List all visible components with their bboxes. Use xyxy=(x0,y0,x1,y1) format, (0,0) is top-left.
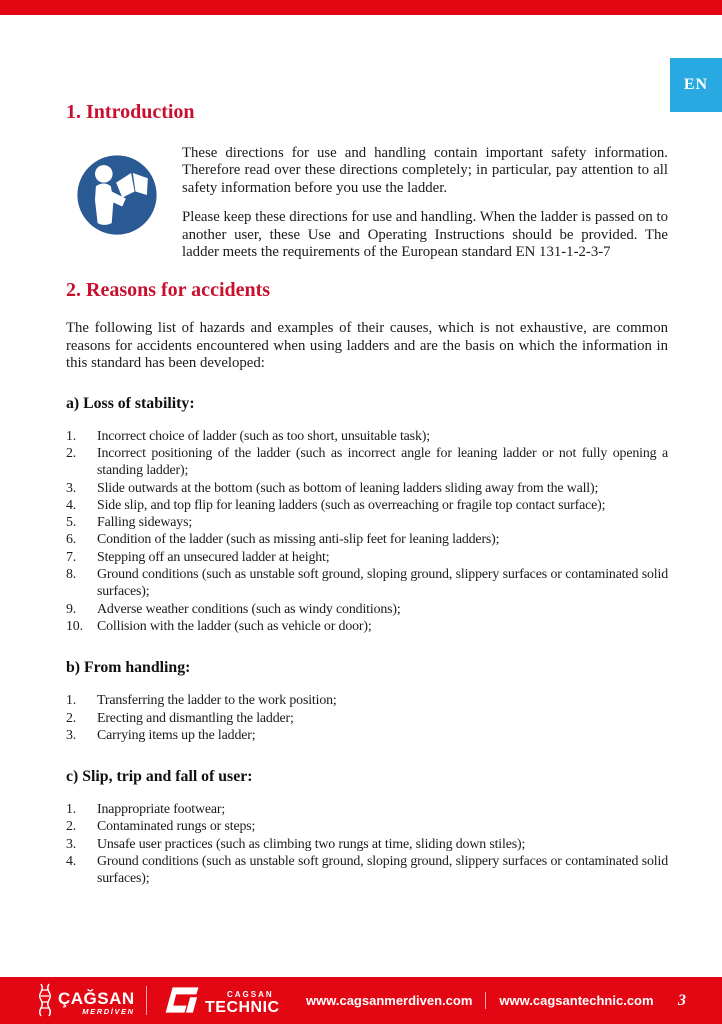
list-item: Transferring the ladder to the work position; xyxy=(97,693,337,709)
list-item: Condition of the ladder (such as missing anti-slip feet for leaning ladders); xyxy=(97,532,500,548)
introduction-paragraph-1: These directions for use and handling contain important safety information. Therefore read over these directions completely; in particular, pay attention to all safety information before you use the ladder. xyxy=(182,145,668,196)
list-item: Erecting and dismantling the ladder; xyxy=(97,710,294,726)
introduction-text xyxy=(182,145,668,261)
list-item: Falling sideways; xyxy=(97,515,193,531)
list-item: Unsafe user practices (such as climbing two rungs at time, sliding down stiles); xyxy=(97,836,526,852)
group-heading-loss-of-stability: a) Loss of stability: xyxy=(66,394,195,412)
website-merdiven: www.cagsanmerdiven.com xyxy=(306,993,473,1008)
from-handling-list xyxy=(66,692,668,744)
page-number: 3 xyxy=(678,991,686,1009)
list-item: Incorrect positioning of the ladder (such as incorrect angle for leaning ladder or not fully opening a standing ladder); xyxy=(97,445,668,479)
top-red-bar xyxy=(0,0,722,15)
list-item: Stepping off an unsecured ladder at height; xyxy=(97,549,330,565)
introduction-paragraph-2: Please keep these directions for use and handling. When the ladder is passed on to another user, these Use and Operating Instructions should be provided. The ladder meets the requirements of the European standard EN 131-1-2-3-7 xyxy=(182,209,668,261)
list-item: Slide outwards at the bottom (such as bottom of leaning ladders sliding away from the wall); xyxy=(97,480,599,496)
group-heading-slip-trip-fall: c) Slip, trip and fall of user: xyxy=(66,768,253,786)
group-heading-from-handling: b) From handling: xyxy=(66,659,191,677)
section-heading-introduction: 1. Introduction xyxy=(66,101,195,123)
loss-of-stability-list xyxy=(66,428,668,636)
footer-logo-divider xyxy=(146,986,147,1015)
brand-subname: MERDİVEN xyxy=(82,1006,135,1016)
footer-bar xyxy=(0,977,722,1024)
read-manual-icon xyxy=(73,151,161,239)
website-technic: www.cagsantechnic.com xyxy=(499,993,654,1008)
language-badge xyxy=(670,58,722,112)
brand-name: ÇAĞSAN xyxy=(58,988,135,1008)
list-item: Ground conditions (such as unstable soft ground, sloping ground, slippery surfaces or contaminated solid surfaces); xyxy=(97,567,668,600)
list-item: Carrying items up the ladder; xyxy=(97,727,256,743)
brand-name: CAGSAN xyxy=(227,989,274,999)
brand-subname: TECHNIC xyxy=(205,998,280,1016)
cagsan-merdiven-logo xyxy=(38,983,135,1022)
footer-url-divider xyxy=(485,992,486,1009)
list-item: Adverse weather conditions (such as windy conditions); xyxy=(97,601,401,617)
cagsan-technic-logo xyxy=(162,986,280,1019)
language-badge-label: EN xyxy=(683,76,709,93)
list-item: Inappropriate footwear; xyxy=(97,802,226,818)
reasons-lead-paragraph: The following list of hazards and examples of their causes, which is not exhaustive, are common reasons for accidents encountered when using ladders and are the basis on which the information in this standard has been developed: xyxy=(66,320,668,372)
cagsan-technic-wordmark xyxy=(205,990,280,1016)
footer-websites xyxy=(306,977,654,1024)
ladder-icon xyxy=(38,983,52,1022)
list-item: Incorrect choice of ladder (such as too short, unsuitable task); xyxy=(97,428,430,444)
introduction-block xyxy=(66,145,668,261)
list-item: Side slip, and top flip for leaning ladders (such as overreaching or fragile top contact surface); xyxy=(97,497,606,513)
list-item: Collision with the ladder (such as vehicle or door); xyxy=(97,618,372,634)
list-item: Ground conditions (such as unstable soft ground, sloping ground, slippery surfaces or contaminated solid surfaces); xyxy=(97,854,668,887)
cagsan-merdiven-wordmark xyxy=(58,990,135,1016)
list-item: Contaminated rungs or steps; xyxy=(97,819,256,835)
technic-monogram-icon xyxy=(162,986,200,1019)
slip-trip-fall-list xyxy=(66,801,668,887)
section-heading-reasons: 2. Reasons for accidents xyxy=(66,279,271,302)
